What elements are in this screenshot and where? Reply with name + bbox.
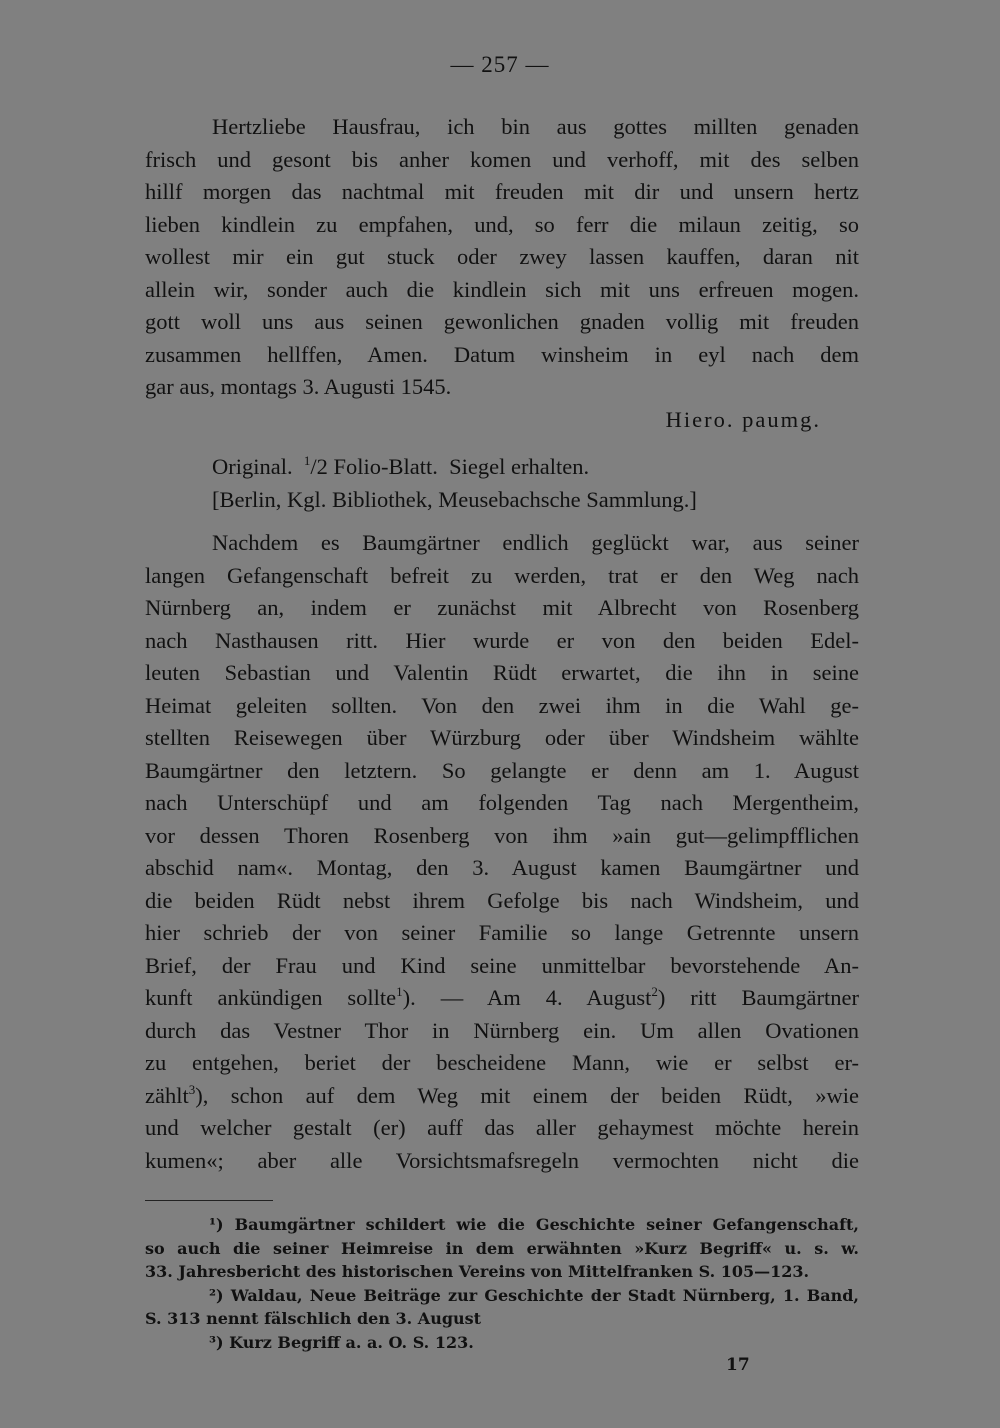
footnote-2-line: S. 313 nennt fälschlich den 3. August xyxy=(145,1309,482,1328)
footnote-2-text: Waldau, Neue Beiträge zur Geschichte der Stadt Nürnberg, 1. Band, xyxy=(230,1285,860,1305)
body-line: Nachdem es Baumgärtner endlich geglückt war, aus seiner xyxy=(212,530,859,555)
footnote-2-mark: ²) xyxy=(209,1285,224,1305)
letter-line: allein wir, sonder auch die kindlein sich mit uns erfreuen mogen. xyxy=(145,276,859,302)
letter-line: hillf morgen das nachtmal mit freuden mit dir und unsern hertz xyxy=(145,179,859,204)
body-line: die beiden Rüdt nebst ihrem Gefolge bis nach Windsheim, und xyxy=(145,887,859,913)
fraction-numerator: 1 xyxy=(303,453,311,468)
body-line: durch das Vestner Thor in Nürnberg ein. Um allen Ovationen xyxy=(145,1017,859,1043)
footnote-1-line: 33. Jahresbericht des historischen Vereins von Mittelfranken S. 105—123. xyxy=(145,1262,810,1281)
footnote-ref-1: 1 xyxy=(396,984,403,999)
body-text: ). — Am 4. August xyxy=(402,985,652,1010)
footnote-divider xyxy=(145,1200,273,1201)
letter-line: lieben kindlein zu empfahen, und, so ferr die milaun zeitig, so xyxy=(145,211,859,237)
source-line-1 xyxy=(145,451,859,484)
footnote-2-line xyxy=(145,1284,859,1308)
body-line: Baumgärtner den letztern. So gelangte er denn am 1. August xyxy=(145,757,859,783)
footnote-3-mark: ³) xyxy=(209,1332,224,1352)
body-line-footnoted xyxy=(145,1080,859,1113)
body-line: kumen«; aber alle Vorsichtsmafsregeln vermochten nicht die xyxy=(145,1147,859,1173)
body-text: ), schon auf dem Weg mit einem der beiden Rüdt, »wie xyxy=(195,1082,859,1108)
body-line: abschid nam«. Montag, den 3. August kamen Baumgärtner und xyxy=(145,855,859,880)
source-original: Original. xyxy=(212,454,293,479)
fraction-rest: /2 Folio-Blatt. xyxy=(310,454,438,479)
body-line: leuten Sebastian und Valentin Rüdt erwartet, die ihn in seine xyxy=(145,660,859,685)
page-number: — 257 — xyxy=(450,52,550,77)
body-line-footnoted xyxy=(145,982,859,1015)
letter-line: Hertzliebe Hausfrau, ich bin aus gottes millten genaden xyxy=(212,114,859,139)
body-line: Brief, der Frau und Kind seine unmittelbar bevorstehende An- xyxy=(145,952,859,978)
footnote-ref-2: 2 xyxy=(651,984,658,999)
body-paragraph xyxy=(145,527,859,1177)
body-text: zählt xyxy=(145,1082,189,1108)
source-note xyxy=(145,451,859,516)
letter-text xyxy=(145,111,859,436)
body-line: Heimat geleiten sollten. Von den zwei ihm in die Wahl ge- xyxy=(145,692,859,718)
source-seal: Siegel erhalten. xyxy=(449,454,590,479)
sheet-signature-mark: 17 xyxy=(726,1355,750,1375)
letter-line: frisch und gesont bis anher komen und verhoff, mit des selben xyxy=(145,146,859,172)
body-line: nach Unterschüpf und am folgenden Tag nach Mergentheim, xyxy=(145,790,859,815)
footnote-3-text: Kurz Begriff a. a. O. S. 123. xyxy=(229,1332,474,1352)
body-text: ) ritt Baumgärtner xyxy=(657,985,859,1010)
letter-line: gott woll uns aus seinen gewonlichen gnaden vollig mit freuden xyxy=(145,309,859,334)
footnote-1-line xyxy=(145,1213,859,1237)
letter-line: zusammen hellffen, Amen. Datum winsheim in eyl nach dem xyxy=(145,341,859,367)
body-line: Nürnberg an, indem er zunächst mit Albrecht von Rosenberg xyxy=(145,595,859,620)
body-line: stellten Reisewegen über Würzburg oder über Windsheim wählte xyxy=(145,725,859,750)
footnote-1-text: Baumgärtner schildert wie die Geschichte seiner Gefangenschaft, xyxy=(234,1215,859,1234)
letter-signature: Hiero. paumg. xyxy=(665,406,821,432)
body-text: kunft ankündigen sollte xyxy=(145,985,397,1010)
body-line: nach Nasthausen ritt. Hier wurde er von den beiden Edel- xyxy=(145,627,859,653)
footnote-1-line: so auch die seiner Heimreise in dem erwähnten »Kurz Begriff« u. s. w. xyxy=(145,1238,859,1258)
letter-line: gar aus, montags 3. Augusti 1545. xyxy=(145,374,452,399)
letter-line: wollest mir ein gut stuck oder zwey lassen kauffen, daran nit xyxy=(145,244,859,269)
body-line: vor dessen Thoren Rosenberg von ihm »ain gut—gelimpfflichen xyxy=(145,822,859,848)
source-line-2: [Berlin, Kgl. Bibliothek, Meusebachsche Sammlung.] xyxy=(212,486,697,512)
footnote-ref-3: 3 xyxy=(188,1081,196,1097)
footnote-3-line xyxy=(145,1331,859,1355)
body-line: hier schrieb der von seiner Familie so lange Getrennte unsern xyxy=(145,920,859,945)
footnote-1-mark: ¹) xyxy=(209,1215,224,1234)
body-line: langen Gefangenschaft befreit zu werden, trat er den Weg nach xyxy=(145,562,859,588)
body-line: und welcher gestalt (er) auff das aller gehaymest möchte herein xyxy=(145,1115,859,1140)
body-line: zu entgehen, beriet der bescheidene Mann, wie er selbst er- xyxy=(145,1050,859,1075)
footnotes xyxy=(145,1213,859,1354)
